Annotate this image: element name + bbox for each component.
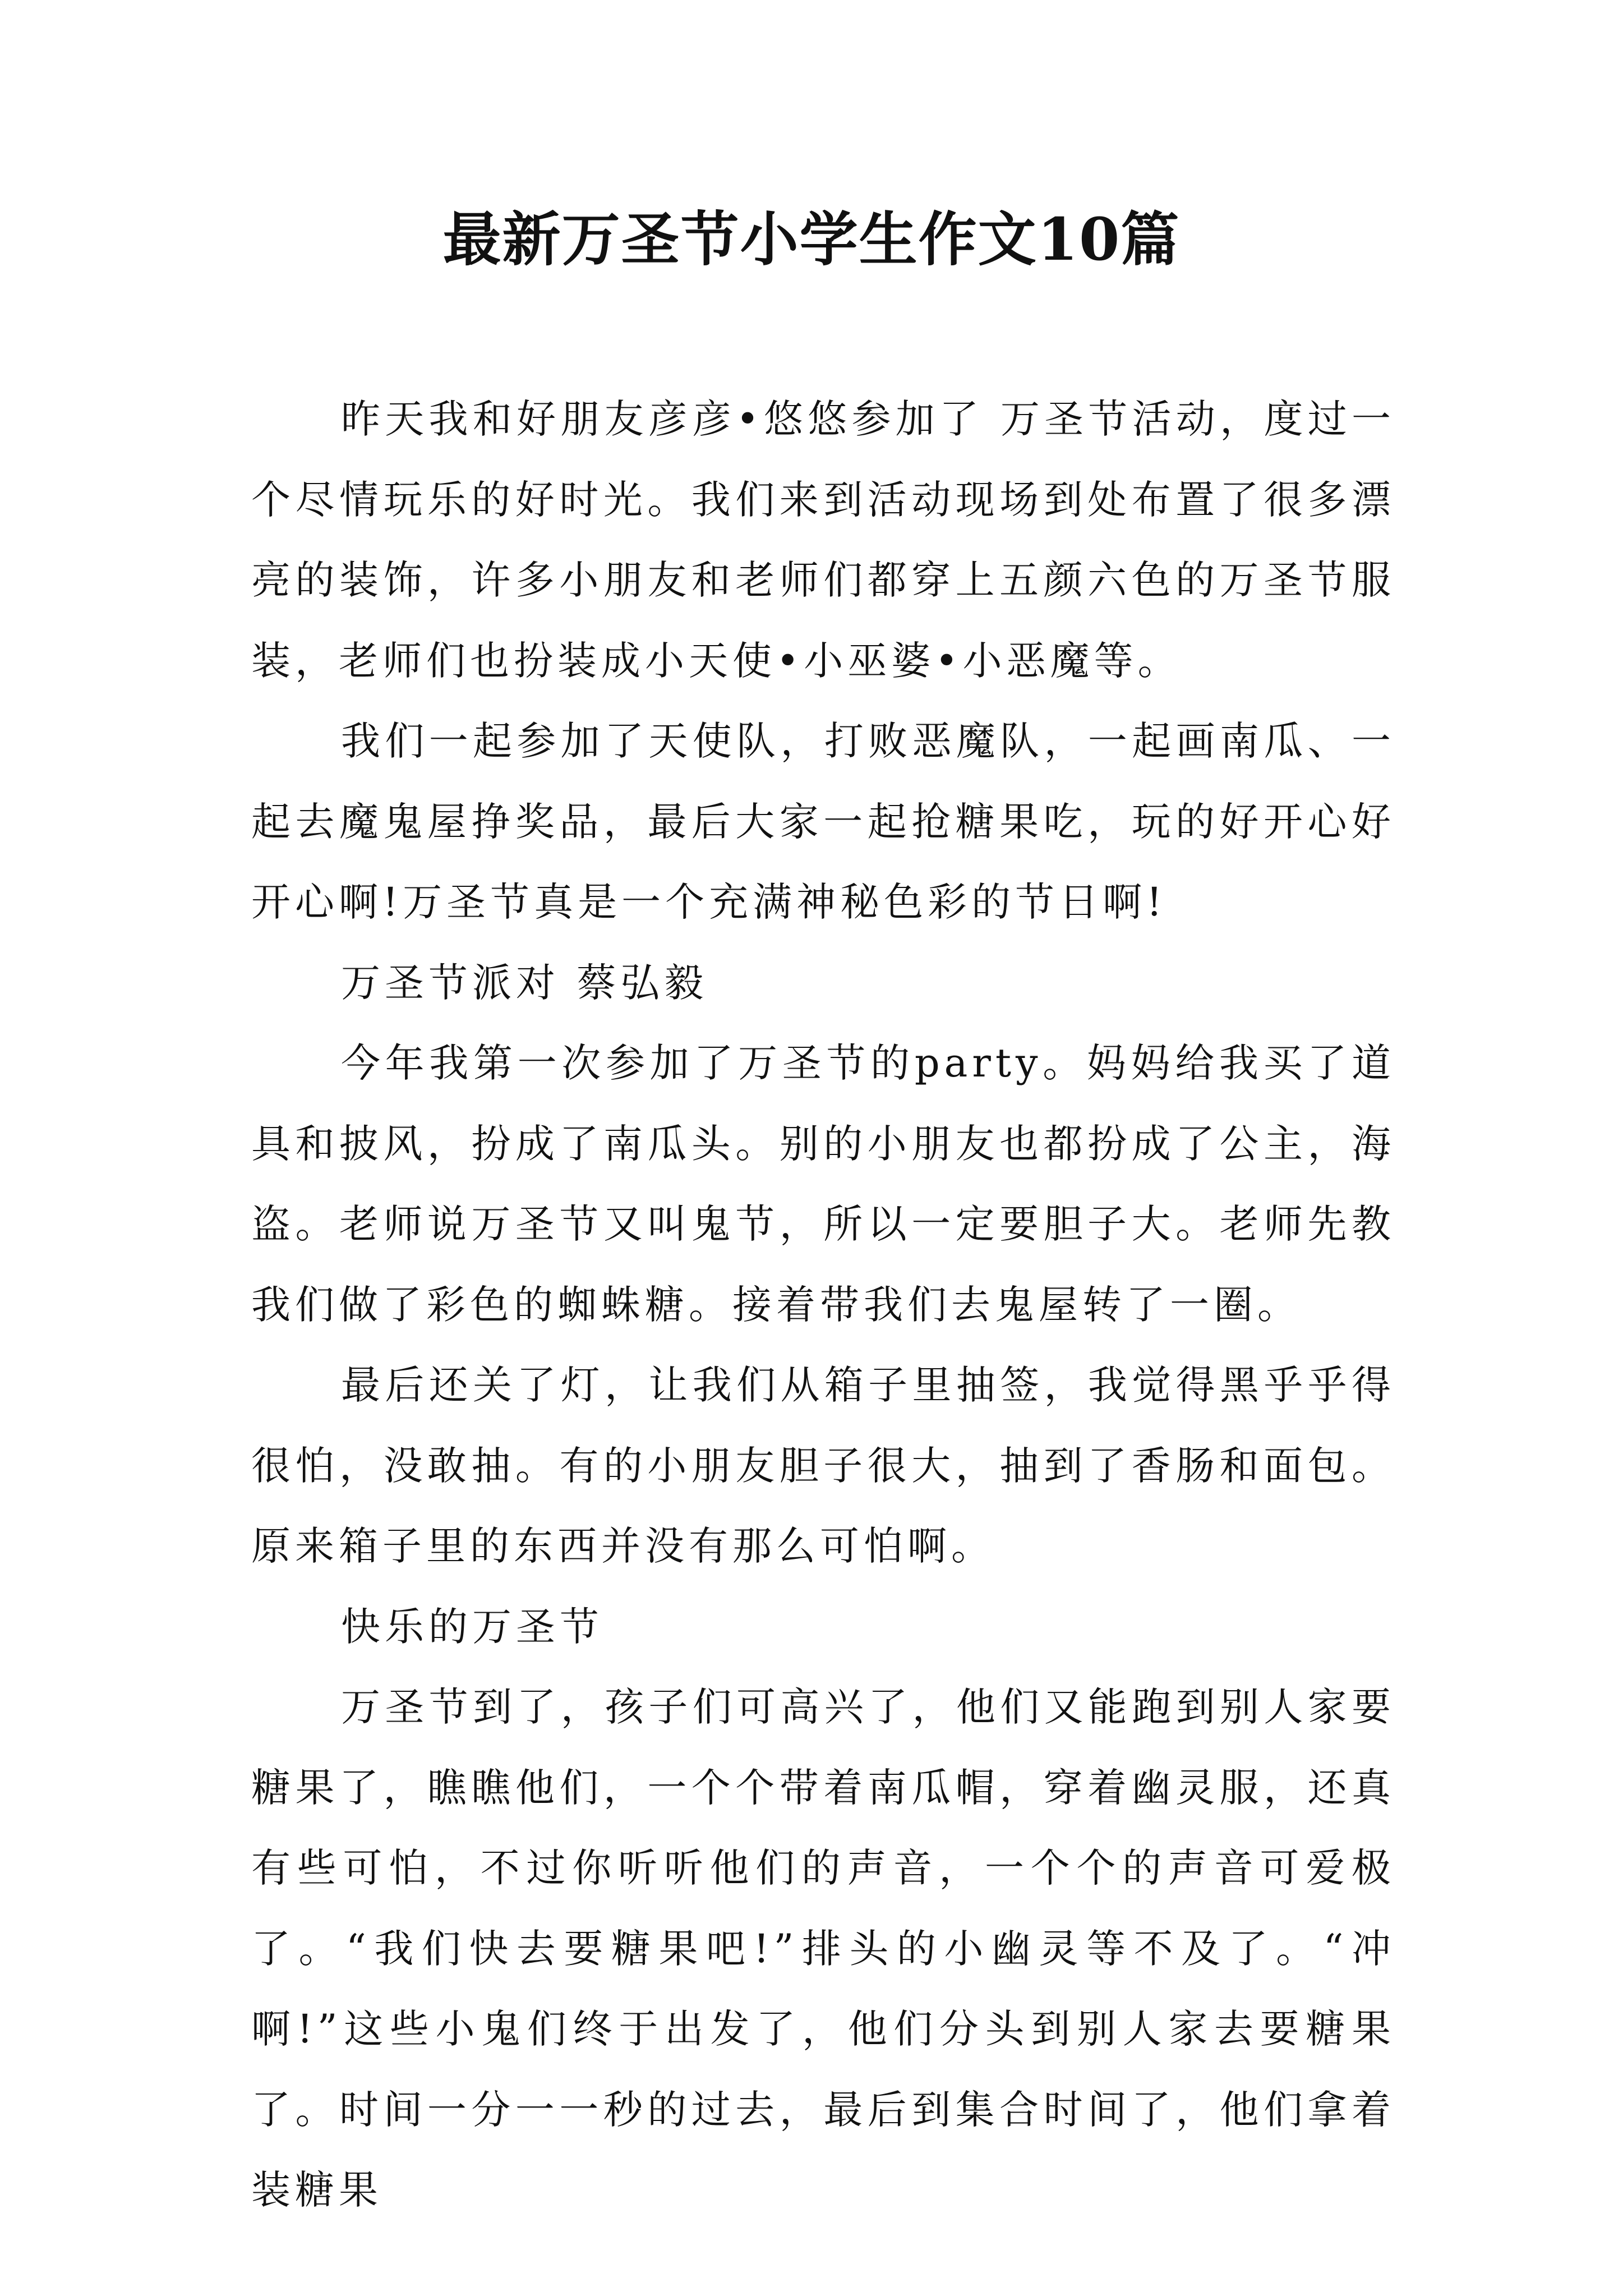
- paragraph: 昨天我和好朋友彦彦•悠悠参加了 万圣节活动，度过一个尽情玩乐的好时光。我们来到活动现场到处布置了很多漂亮的装饰，许多小朋友和老师们都穿上五颜六色的万圣节服装，老师们也扮装成小天使•小巫婆•小恶魔等。: [251, 396, 1395, 684]
- paragraph: 万圣节到了，孩子们可高兴了，他们又能跑到别人家要糖果了，瞧瞧他们，一个个带着南瓜帽，穿着幽灵服，还真有些可怕，不过你听听他们的声音，一个个的声音可爱极了。“我们快去要糖果吧!”排头的小幽灵等不及了。“冲啊!”这些小鬼们终于出发了，他们分头到别人家去要糖果了。时间一分一一秒的过去，最后到集合时间了，他们拿着装糖果: [251, 1684, 1395, 2213]
- document-title: 最新万圣节小学生作文10篇: [442, 205, 1181, 274]
- paragraph: 今年我第一次参加了万圣节的party。妈妈给我买了道具和披风，扮成了南瓜头。别的小朋友也都扮成了公主，海盗。老师说万圣节又叫鬼节，所以一定要胆子大。老师先教我们做了彩色的蜘蛛糖。接着带我们去鬼屋转了一圈。: [251, 1040, 1395, 1328]
- paragraph: 最后还关了灯，让我们从箱子里抽签，我觉得黑乎乎得很怕，没敢抽。有的小朋友胆子很大，抽到了香肠和面包。原来箱子里的东西并没有那么可怕啊。: [251, 1362, 1395, 1569]
- document-body: [251, 379, 1395, 2231]
- section-heading: 快乐的万圣节: [341, 1603, 603, 1650]
- section-heading: 万圣节派对 蔡弘毅: [341, 959, 708, 1006]
- paragraph: 我们一起参加了天使队，打败恶魔队，一起画南瓜、一起去魔鬼屋挣奖品，最后大家一起抢糖果吃，玩的好开心好开心啊!万圣节真是一个充满神秘色彩的节日啊!: [251, 718, 1395, 925]
